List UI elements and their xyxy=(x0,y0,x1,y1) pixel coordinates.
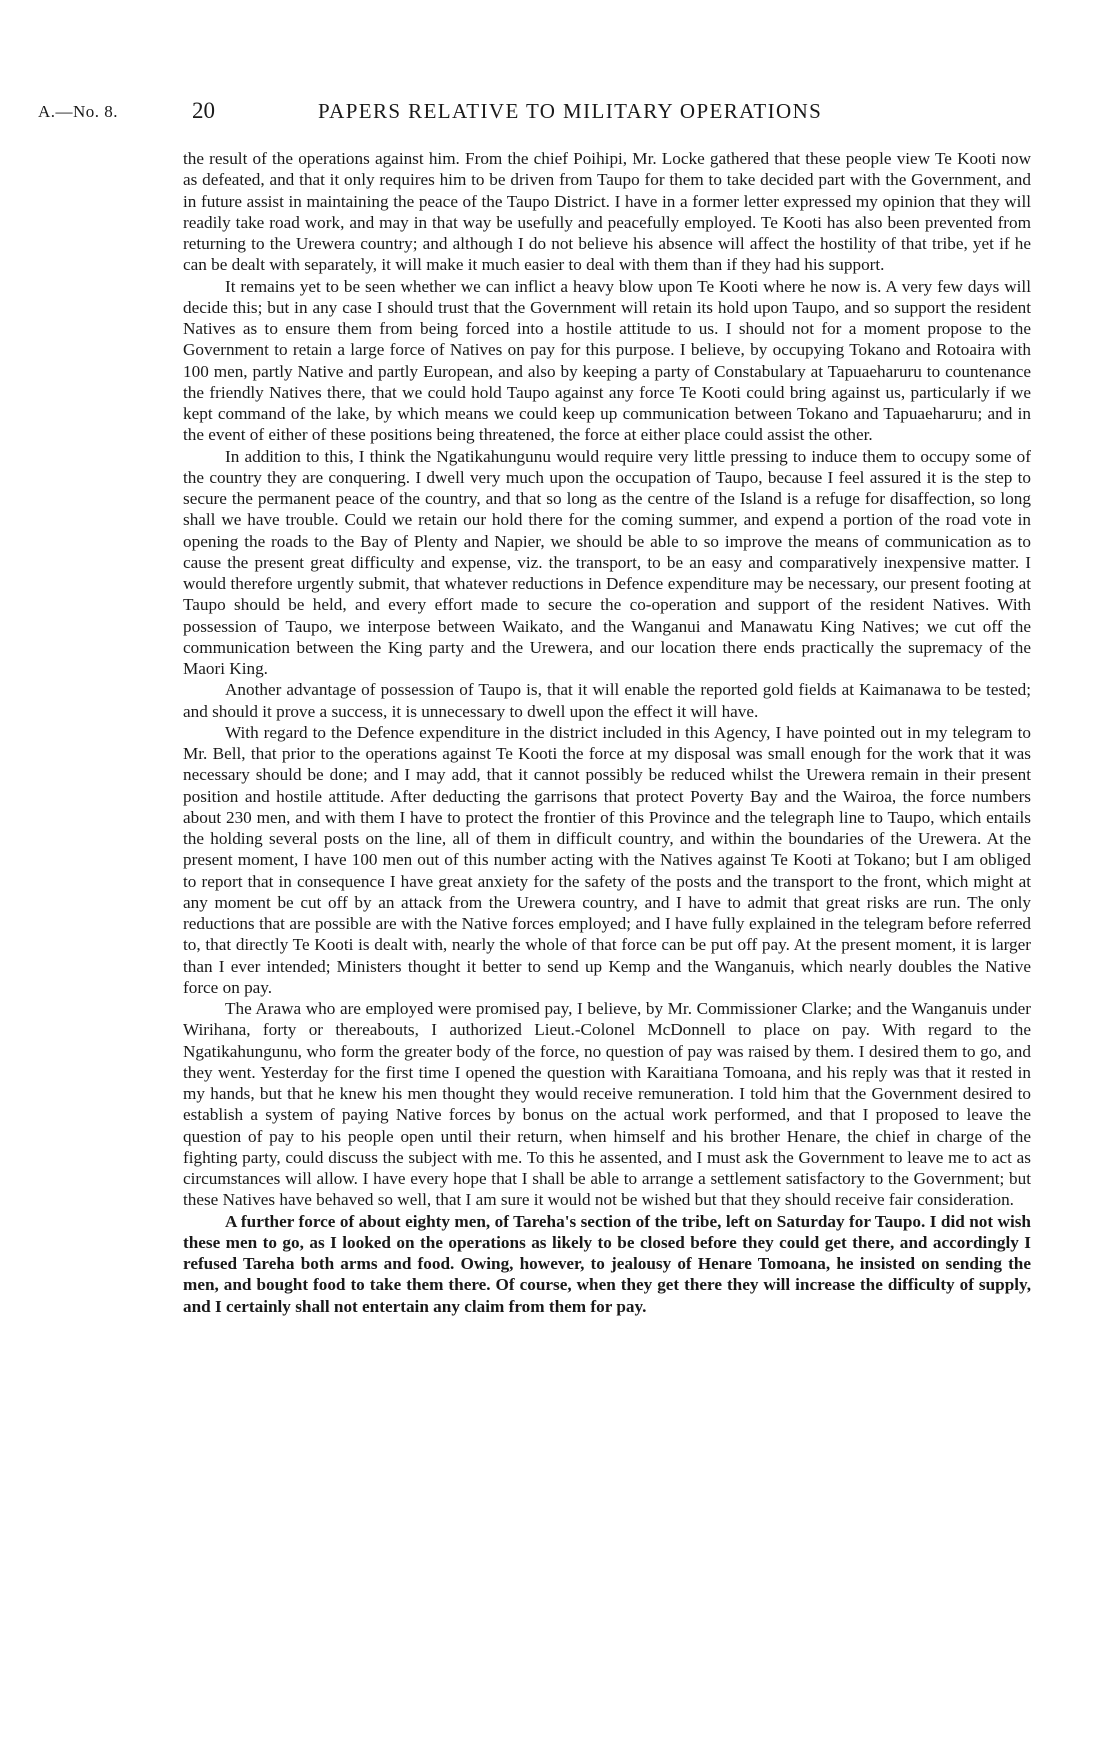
page-header xyxy=(38,98,1038,126)
paragraph: In addition to this, I think the Ngatikahungunu would require very little pressing to induce them to occupy some of the country they are conquering. I dwell very much upon the occupation of Taupo, because I feel assured it is the step to secure the permanent peace of the country, and that so long as the centre of the Island is a refuge for disaffection, so long shall we have trouble. Could we retain our hold there for the coming summer, and expend a portion of the road vote in opening the roads to the Bay of Plenty and Napier, we should be able to so improve the means of communication as to cause the present great difficulty and expense, viz. the transport, to be an easy and comparatively inexpensive matter. I would therefore urgently submit, that whatever reductions in Defence expenditure may be necessary, our present footing at Taupo should be held, and every effort made to secure the co-operation and support of the resident Natives. With possession of Taupo, we interpose between Waikato, and the Wanganui and Manawatu King Natives; we cut off the communication between the King party and the Urewera, and our location there ends practically the supremacy of the Maori King. xyxy=(183,446,1031,678)
paragraph: The Arawa who are employed were promised pay, I believe, by Mr. Commissioner Clarke; and the Wanganuis under Wirihana, forty or thereabouts, I authorized Lieut.-Colonel McDonnell to place on pay. With regard to the Ngatikahungunu, who form the greater body of the force, no question of pay was raised by them. I desired them to go, and they went. Yesterday for the first time I opened the question with Karaitiana Tomoana, and his reply was that it rested in my hands, but that he knew his men thought they would receive remuneration. I told him that the Government desired to establish a system of paying Native forces by bonus on the actual work performed, and that I proposed to leave the question of pay to his people open until their return, when himself and his brother Henare, the chief in charge of the fighting party, could discuss the subject with me. To this he assented, and I must ask the Government to leave me to act as circumstances will allow. I have every hope that I shall be able to arrange a settlement satisfactory to the Government; but these Natives have behaved so well, that I am sure it would not be wished but that they should receive fair consideration. xyxy=(183,999,1031,1210)
running-title: PAPERS RELATIVE TO MILITARY OPERATIONS xyxy=(318,99,823,123)
paragraph: With regard to the Defence expenditure in the district included in this Agency, I have pointed out in my telegram to Mr. Bell, that prior to the operations against Te Kooti the force at my disposal was small enough for the work that it was necessary should be done; and I may add, that it cannot possibly be reduced whilst the Urewera remain in their present position and hostile attitude. After deducting the garrisons that protect Poverty Bay and the Wairoa, the force numbers about 230 men, and with them I have to protect the frontier of this Province and the telegraph line to Taupo, which entails the holding several posts on the line, all of them in difficult country, and within the boundaries of the Urewera. At the present moment, I have 100 men out of this number acting with the Natives against Te Kooti at Tokano; but I am obliged to report that in consequence I have great anxiety for the safety of the posts and the transport to the front, which might at any moment be cut off by an attack from the Urewera country, and I have to admit that great risks are run. The only reductions that are possible are with the Native forces employed; and I have fully explained in the telegram before referred to, that directly Te Kooti is dealt with, nearly the whole of that force can be put off pay. At the present moment, it is larger than I ever intended; Ministers thought it better to send up Kemp and the Wanganuis, which nearly doubles the Native force on pay. xyxy=(183,722,1031,997)
paragraph: A further force of about eighty men, of Tareha's section of the tribe, left on Saturday for Taupo. I did not wish these men to go, as I looked on the operations as likely to be closed before they could get there, and accordingly I refused Tareha both arms and food. Owing, however, to jealousy of Henare Tomoana, he insisted on sending the men, and bought food to take them there. Of course, when they get there they will increase the difficulty of supply, and I certainly shall not entertain any claim from them for pay. xyxy=(183,1211,1031,1316)
paragraph: the result of the operations against him. From the chief Poihipi, Mr. Locke gathered that these people view Te Kooti now as defeated, and that it only requires him to be driven from Taupo for them to take decided part with the Government, and in future assist in maintaining the peace of the Taupo District. I have in a former letter expressed my opinion that they will readily take road work, and may in that way be usefully and peacefully employed. Te Kooti has also been prevented from returning to the Urewera country; and although I do not believe his absence will affect the hostility of that tribe, yet if he can be dealt with separately, it will make it much easier to deal with them than if they had his support. xyxy=(183,149,1031,275)
page-number: 20 xyxy=(192,98,215,123)
paragraph: It remains yet to be seen whether we can inflict a heavy blow upon Te Kooti where he now is. A very few days will decide this; but in any case I should trust that the Government will retain its hold upon Taupo, and so support the resident Natives as to ensure them from being forced into a hostile attitude to us. I should not for a moment propose to the Government to retain a large force of Natives on pay for this purpose. I believe, by occupying Tokano and Rotoaira with 100 men, partly Native and partly European, and also by keeping a party of Constabulary at Tapuaeharuru to countenance the friendly Natives there, that we could hold Taupo against any force Te Kooti could bring against us, particularly if we kept command of the lake, by which means we could keep up communication between Tokano and Tapuaeharuru; and in the event of either of these positions being threatened, the force at either place could assist the other. xyxy=(183,276,1031,445)
paragraph: Another advantage of possession of Taupo is, that it will enable the reported gold fields at Kaimanawa to be tested; and should it prove a success, it is unnecessary to dwell upon the effect it will have. xyxy=(183,680,1031,721)
series-number: A.—No. 8. xyxy=(38,102,119,121)
body-text xyxy=(183,148,1031,1317)
